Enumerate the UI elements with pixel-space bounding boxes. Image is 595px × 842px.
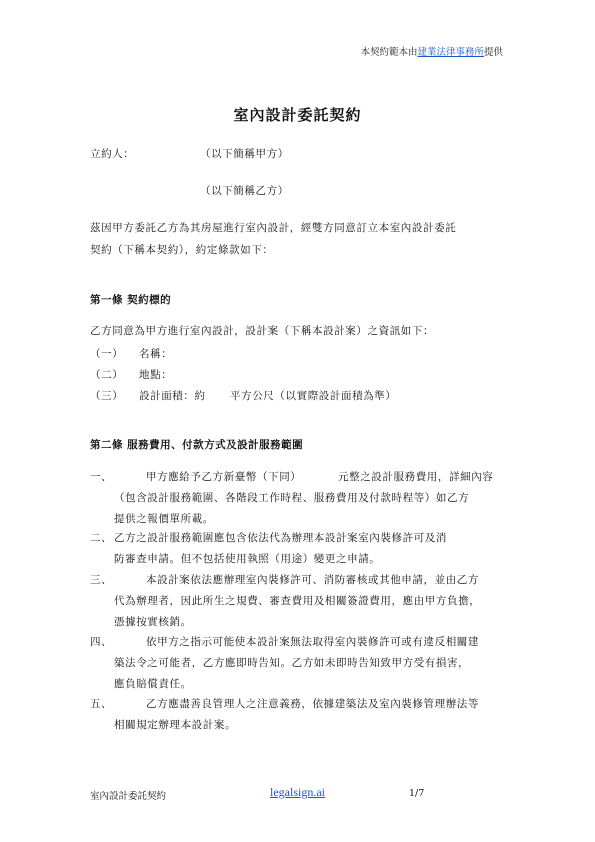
clause-line: 元整之設計服務費用，詳細內容 [338, 471, 494, 483]
document-title: 室內設計委託契約 [233, 106, 362, 124]
clause-num: 五、 [90, 698, 113, 710]
clause-line: 築法令之可能者，乙方應即時告知。乙方如未即時告知致甲方受有損害， [114, 657, 470, 669]
clause-num: 三、 [90, 574, 113, 586]
clause-line: 代為辦理者，因此所生之規費、審查費用及相關簽證費用，應由甲方負擔， [114, 595, 481, 607]
article-1-item-text: 地點： [139, 369, 173, 381]
clause-line: 乙方應盡善良管理人之注意義務，依據建築法及室內裝修管理辦法等 [146, 698, 479, 710]
clause-line: 防審查申請。但不包括使用執照（用途）變更之申請。 [114, 553, 381, 565]
footer-title: 室內設計委託契約 [90, 791, 167, 802]
law-firm-link[interactable]: 建業法律事務所 [417, 47, 484, 58]
intro-line-1: 茲因甲方委託乙方為其房屋進行室內設計，經雙方同意訂立本室內設計委託 [90, 222, 457, 234]
header-suffix: 提供 [483, 47, 503, 58]
clause-line: （包含設計服務範圍、各階段工作時程、服務費用及付款時程等）如乙方 [114, 492, 470, 504]
clause-line: 應負賠償責任。 [114, 678, 192, 690]
page-header [360, 44, 503, 58]
clause-num: 二、 [90, 532, 113, 544]
article-1-lead: 乙方同意為甲方進行室內設計，設計案（下稱本設計案）之資訊如下： [90, 325, 435, 337]
clause-line: 甲方應給予乙方新臺幣（下同） [146, 471, 302, 483]
clause-line: 憑據按實核銷。 [114, 616, 192, 628]
clause-line: 相關規定辦理本設計案。 [114, 719, 237, 731]
article-1-item-text-2: 平方公尺（以實際設計面積為準） [230, 390, 397, 402]
legalsign-link[interactable]: legalsign.ai [270, 785, 325, 799]
clause-line: 乙方之設計服務範圍應包含依法代為辦理本設計案室內裝修許可及消 [114, 532, 447, 544]
article-1-item-text: 設計面積：約 [139, 390, 206, 402]
article-1-item-num: （一） [90, 348, 124, 360]
clause-line: 本設計案依法應辦理室內裝修許可、消防審核或其他申請，並由乙方 [146, 574, 479, 586]
party-a-note: （以下簡稱甲方） [200, 148, 289, 160]
page-number: 1/7 [409, 788, 425, 799]
article-2-heading: 第二條 服務費用、付款方式及設計服務範圍 [90, 439, 304, 451]
clause-num: 一、 [90, 471, 113, 483]
header-prefix: 本契約範本由 [360, 47, 418, 58]
parties-label: 立約人： [90, 148, 135, 160]
article-1-heading: 第一條 契約標的 [90, 294, 172, 306]
article-1-item-num: （三） [90, 390, 124, 402]
intro-line-2: 契約（下稱本契約），約定條款如下： [90, 244, 274, 256]
clause-line: 提供之報價單所載。 [114, 513, 214, 525]
party-b-note: （以下簡稱乙方） [200, 185, 289, 197]
clause-line: 依甲方之指示可能使本設計案無法取得室內裝修許可或有違反相關建 [146, 636, 479, 648]
article-1-item-num: （二） [90, 369, 124, 381]
article-1-item-text: 名稱： [139, 348, 173, 360]
clause-num: 四、 [90, 636, 113, 648]
